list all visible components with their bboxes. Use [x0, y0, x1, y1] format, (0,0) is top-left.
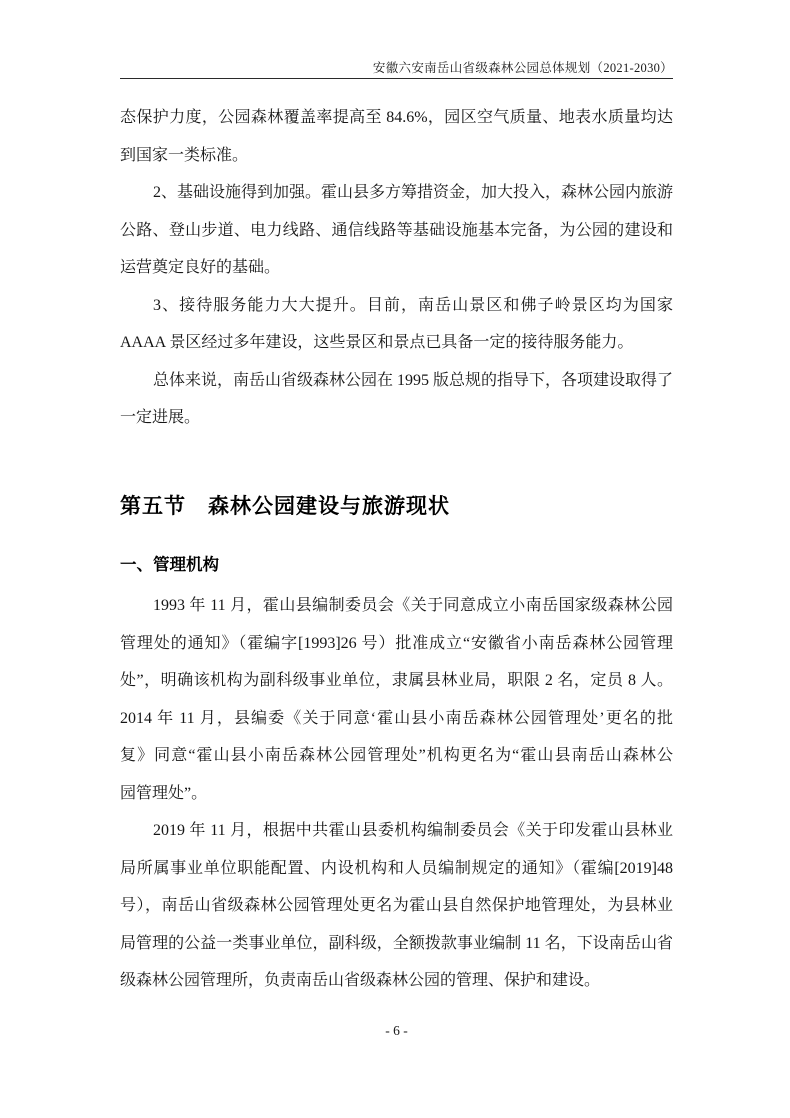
body-line: 号），南岳山省级森林公园管理处更名为霍山县自然保护地管理处，为县林业: [120, 897, 673, 914]
body-text-lower: [120, 587, 673, 1000]
body-text-upper: [120, 99, 673, 437]
body-line: 处”，明确该机构为副科级事业单位，隶属县林业局，职限 2 名，定员 8 人。: [120, 672, 673, 689]
body-line: 公路、登山步道、电力线路、通信线路等基础设施基本完备，为公园的建设和: [120, 221, 673, 239]
header-rule: [120, 78, 673, 79]
body-line: 态保护力度，公园森林覆盖率提高至 84.6%，园区空气质量、地表水质量均达: [120, 109, 673, 126]
body-line: 局所属事业单位职能配置、内设机构和人员编制规定的通知》（霍编[2019]48: [120, 859, 673, 877]
page-footer: [120, 1022, 673, 1040]
page-number: - 6 -: [385, 1023, 408, 1038]
body-line: 2014 年 11 月，县编委《关于同意‘霍山县小南岳森林公园管理处’更名的批: [120, 709, 673, 727]
body-line: 复》同意“霍山县小南岳森林公园管理处”机构更名为“霍山县南岳山森林公: [120, 747, 673, 764]
body-line: 一定进展。: [120, 409, 201, 426]
subsection-heading: 一、管理机构: [120, 556, 219, 574]
body-line: 3、接待服务能力大大提升。目前，南岳山景区和佛子岭景区均为国家: [153, 296, 673, 314]
header-title: 安徽六安南岳山省级森林公园总体规划（2021-2030）: [372, 61, 673, 75]
body-line: 1993 年 11 月，霍山县编制委员会《关于同意成立小南岳国家级森林公园: [153, 597, 673, 614]
body-line: 园管理处”。: [120, 784, 208, 802]
body-line: 2019 年 11 月，根据中共霍山县委机构编制委员会《关于印发霍山县林业: [153, 822, 673, 839]
body-line: 局管理的公益一类事业单位，副科级，全额拨款事业编制 11 名，下设南岳山省: [120, 934, 673, 952]
section-heading: 第五节 森林公园建设与旅游现状: [120, 495, 450, 518]
body-line: 到国家一类标准。: [120, 146, 249, 164]
body-line: 总体来说，南岳山省级森林公园在 1995 版总规的指导下，各项建设取得了: [153, 371, 673, 389]
body-line: 管理处的通知》（霍编字[1993]26 号）批准成立“安徽省小南岳森林公园管理: [120, 634, 673, 652]
body-line: 运营奠定良好的基础。: [120, 259, 281, 276]
body-line: 级森林公园管理所，负责南岳山省级森林公园的管理、保护和建设。: [120, 972, 601, 989]
body-line: 2、基础设施得到加强。霍山县多方筹措资金，加大投入，森林公园内旅游: [153, 184, 673, 201]
body-line: AAAA 景区经过多年建设，这些景区和景点已具备一定的接待服务能力。: [120, 334, 634, 351]
